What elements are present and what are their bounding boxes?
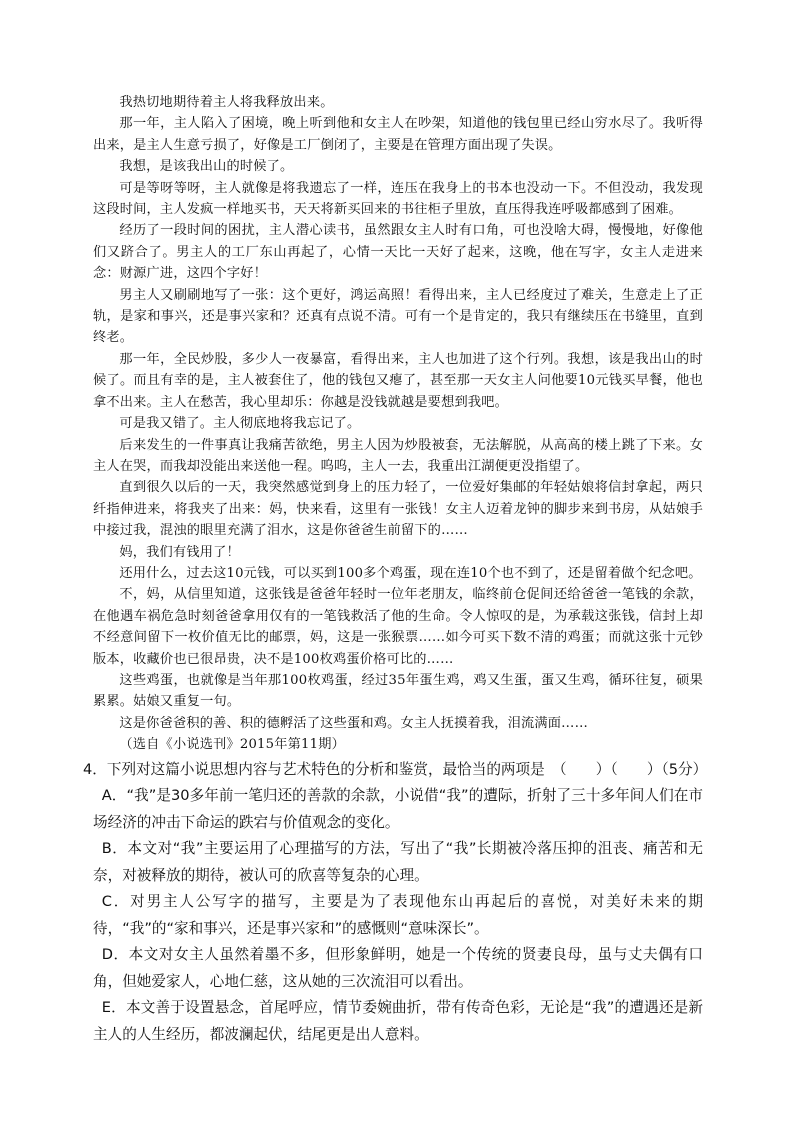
story-paragraph: 还用什么，过去这10元钱，可以买到100多个鸡蛋，现在连10个也不到了，还是留着做个纪念吧。 [119,565,702,581]
story-paragraph: 直到很久以后的一天，我突然感觉到身上的压力轻了，一位爱好集邮的年轻姑娘将信封拿起，两只纤指伸进来，将我夹了出来：妈，快来看，这里有一张钱！女主人迈着龙钟的脚步来到书房，从姑娘手中接过我，混浊的眼里充满了泪水，这是你爸爸生前留下的…… [93,480,703,539]
story-paragraph: 那一年，主人陷入了困境，晚上听到他和女主人在吵架，知道他的钱包里已经山穷水尽了。我听得出来，是主人生意亏损了，好像是工厂倒闭了，主要是在管理方面出现了失误。 [93,116,703,153]
story-paragraph: 后来发生的一件事真让我痛苦欲绝，男主人因为炒股被套，无法解脱，从高高的楼上跳了下来。女主人在哭，而我却没能出来送他一程。呜呜，主人一去，我重出江湖便更没指望了。 [93,437,703,474]
story-paragraph: 这是你爸爸积的善、积的德孵活了这些蛋和鸡。女主人抚摸着我，泪流满面…… [119,715,588,731]
story-paragraph: 这些鸡蛋，也就像是当年那100枚鸡蛋，经过35年蛋生鸡，鸡又生蛋，蛋又生鸡，循环往复，硕果累累。姑娘又重复一句。 [93,672,703,710]
document-page [83,92,708,1048]
option-d: D．本文对女主人虽然着墨不多，但形象鲜明，她是一个传统的贤妻良母，虽与丈夫偶有口角，但她爱家人，心地仁慈，这从她的三次流泪可以看出。 [93,946,703,990]
story-paragraph: 可是我又错了。主人彻底地将我忘记了。 [119,416,361,432]
question-4 [83,757,708,1049]
story-paragraph: 我热切地期待着主人将我释放出来。 [119,95,334,110]
story-paragraph: 不，妈，从信里知道，这张钱是爸爸年轻时一位年老朋友，临终前仓促间还给爸爸一笔钱的余款，在他遇车祸危急时刻爸爸拿用仅有的一笔钱救活了他的生命。令人惊叹的是，为承载这张钱，信封上却不经意间留下一枚价值无比的邮票，妈，这是一张猴票……如今可买下数不清的鸡蛋；而就这张十元钞版本，收藏价也已很昂贵，决不是100枚鸡蛋价格可比的…… [93,587,703,667]
option-b: B．本文对“我”主要运用了心理描写的方法，写出了“我”长期被冷落压抑的沮丧、痛苦和无奈，对被释放的期待，被认可的欣喜等复杂的心理。 [93,840,703,884]
story-paragraph: 男主人又刷刷地写了一张：这个更好，鸿运高照！看得出来，主人已经度过了难关，生意走上了正轨，是家和事兴，还是事兴家和？还真有点说不清。可有一个是肯定的，我只有继续压在书缝里，直到终老。 [93,287,703,346]
story-paragraph: 我想，是该我出山的时候了。 [119,159,294,175]
question-stem: 4．下列对这篇小说思想内容与艺术特色的分析和鉴赏，最恰当的两项是 （ ）（ ）（5分） [83,760,708,778]
story-paragraph: 经历了一段时间的困扰，主人潜心读书，虽然跟女主人时有口角，可也没啥大碍，慢慢地，好像他们又跻合了。男主人的工厂东山再起了，心情一天比一天好了起来，这晚，他在写字，女主人走进来念：财源广进，这四个字好！ [93,223,703,282]
story-paragraph: 可是等呀等呀，主人就像是将我遗忘了一样，连压在我身上的书本也没动一下。不但没动，我发现这段时间，主人发疯一样地买书，天天将新买回来的书往柜子里放，直压得我连呼吸都感到了困难。 [93,180,703,218]
story-source: （选自《小说选刊》2015年第11期） [119,737,345,753]
story-paragraph: 那一年，全民炒股，多少人一夜暴富，看得出来，主人也加进了这个行列。我想，该是我出山的时候了。而且有幸的是，主人被套住了，他的钱包又瘪了，甚至那一天女主人问他要10元钱买早餐，他也拿不出来。主人在愁苦，我心里却乐：你越是没钱就越是要想到我吧。 [93,351,703,410]
story-text [93,92,703,756]
option-c: C．对男主人公写字的描写，主要是为了表现他东山再起后的喜悦，对美好未来的期待，“我”的“家和事兴，还是事兴家和”的感慨则“意味深长”。 [93,893,703,937]
story-paragraph: 妈，我们有钱用了！ [119,544,240,560]
option-a: A．“我”是30多年前一笔归还的善款的余款，小说借“我”的遭际，折射了三十多年间人们在市场经济的冲击下命运的跌宕与价值观念的变化。 [93,787,703,831]
option-e: E．本文善于设置悬念，首尾呼应，情节委婉曲折，带有传奇色彩，无论是“我”的遭遇还是新主人的人生经历，都波澜起伏，结尾更是出人意料。 [93,999,703,1043]
